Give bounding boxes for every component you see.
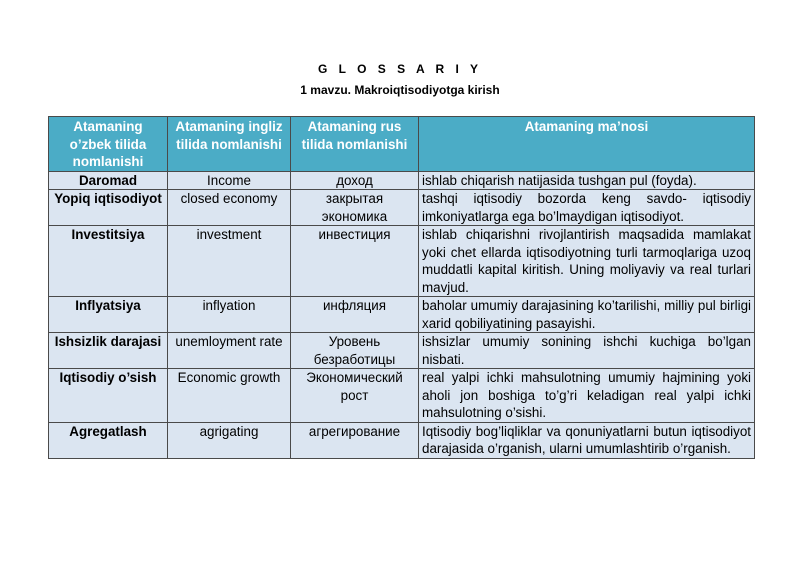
table-row	[49, 422, 755, 458]
term-uzbek: Agregatlash	[49, 422, 168, 458]
term-meaning: Iqtisodiy bog’liqliklar va qonuniyatlarni butun iqtisodiyot darajasida o’rganish, ularni umumlashtirib o’rganish.	[419, 422, 755, 458]
term-english: Income	[168, 171, 291, 190]
table-row	[49, 333, 755, 369]
table-row	[49, 297, 755, 333]
document-title: G L O S S A R I Y	[317, 62, 483, 76]
term-russian: Экономический рост	[291, 369, 419, 423]
document-subtitle: 1 mavzu. Makroiqtisodiyotga kirish	[300, 83, 500, 97]
term-uzbek: Daromad	[49, 171, 168, 190]
table-row	[49, 226, 755, 297]
glossary-table	[48, 116, 755, 459]
term-meaning: tashqi iqtisodiy bozorda keng savdo- iqtisodiy imkoniyatlarga ega bo’lmaydigan iqtisodiyot.	[419, 190, 755, 226]
table-row	[49, 190, 755, 226]
term-meaning: ishsizlar umumiy sonining ishchi kuchiga bo’lgan nisbati.	[419, 333, 755, 369]
term-uzbek: Yopiq iqtisodiyot	[49, 190, 168, 226]
term-meaning: baholar umumiy darajasining ko’tarilishi, milliy pul birligi xarid qobiliyatining pasayishi.	[419, 297, 755, 333]
term-russian: Уровень безработицы	[291, 333, 419, 369]
term-russian: инфляция	[291, 297, 419, 333]
term-english: unemloyment rate	[168, 333, 291, 369]
header-english: Atamaning ingliz tilida nomlanishi	[168, 117, 291, 172]
header-russian: Atamaning rus tilida nomlanishi	[291, 117, 419, 172]
table-header-row	[49, 117, 755, 172]
term-uzbek: Ishsizlik darajasi	[49, 333, 168, 369]
term-meaning: ishlab chiqarish natijasida tushgan pul (foyda).	[419, 171, 755, 190]
term-english: agrigating	[168, 422, 291, 458]
header-uzbek: Atamaning o’zbek tilida nomlanishi	[49, 117, 168, 172]
term-english: closed economy	[168, 190, 291, 226]
term-english: investment	[168, 226, 291, 297]
term-russian: закрытая экономика	[291, 190, 419, 226]
term-uzbek: Investitsiya	[49, 226, 168, 297]
term-russian: доход	[291, 171, 419, 190]
table-row	[49, 369, 755, 423]
term-meaning: real yalpi ichki mahsulotning umumiy hajmining yoki aholi jon boshiga to’g’ri keladigan real yalpi ichki mahsulotning o’sishi.	[419, 369, 755, 423]
header-meaning: Atamaning ma’nosi	[419, 117, 755, 172]
table-row	[49, 171, 755, 190]
term-russian: агрегирование	[291, 422, 419, 458]
term-russian: инвестиция	[291, 226, 419, 297]
term-uzbek: Inflyatsiya	[49, 297, 168, 333]
term-uzbek: Iqtisodiy o’sish	[49, 369, 168, 423]
term-meaning: ishlab chiqarishni rivojlantirish maqsadida mamlakat yoki chet ellarda iqtisodiyotning turli tarmoqlariga uzoq muddatli kapital kiritish. Uning moliyaviy va real turlari mavjud.	[419, 226, 755, 297]
term-english: inflyation	[168, 297, 291, 333]
term-english: Economic growth	[168, 369, 291, 423]
